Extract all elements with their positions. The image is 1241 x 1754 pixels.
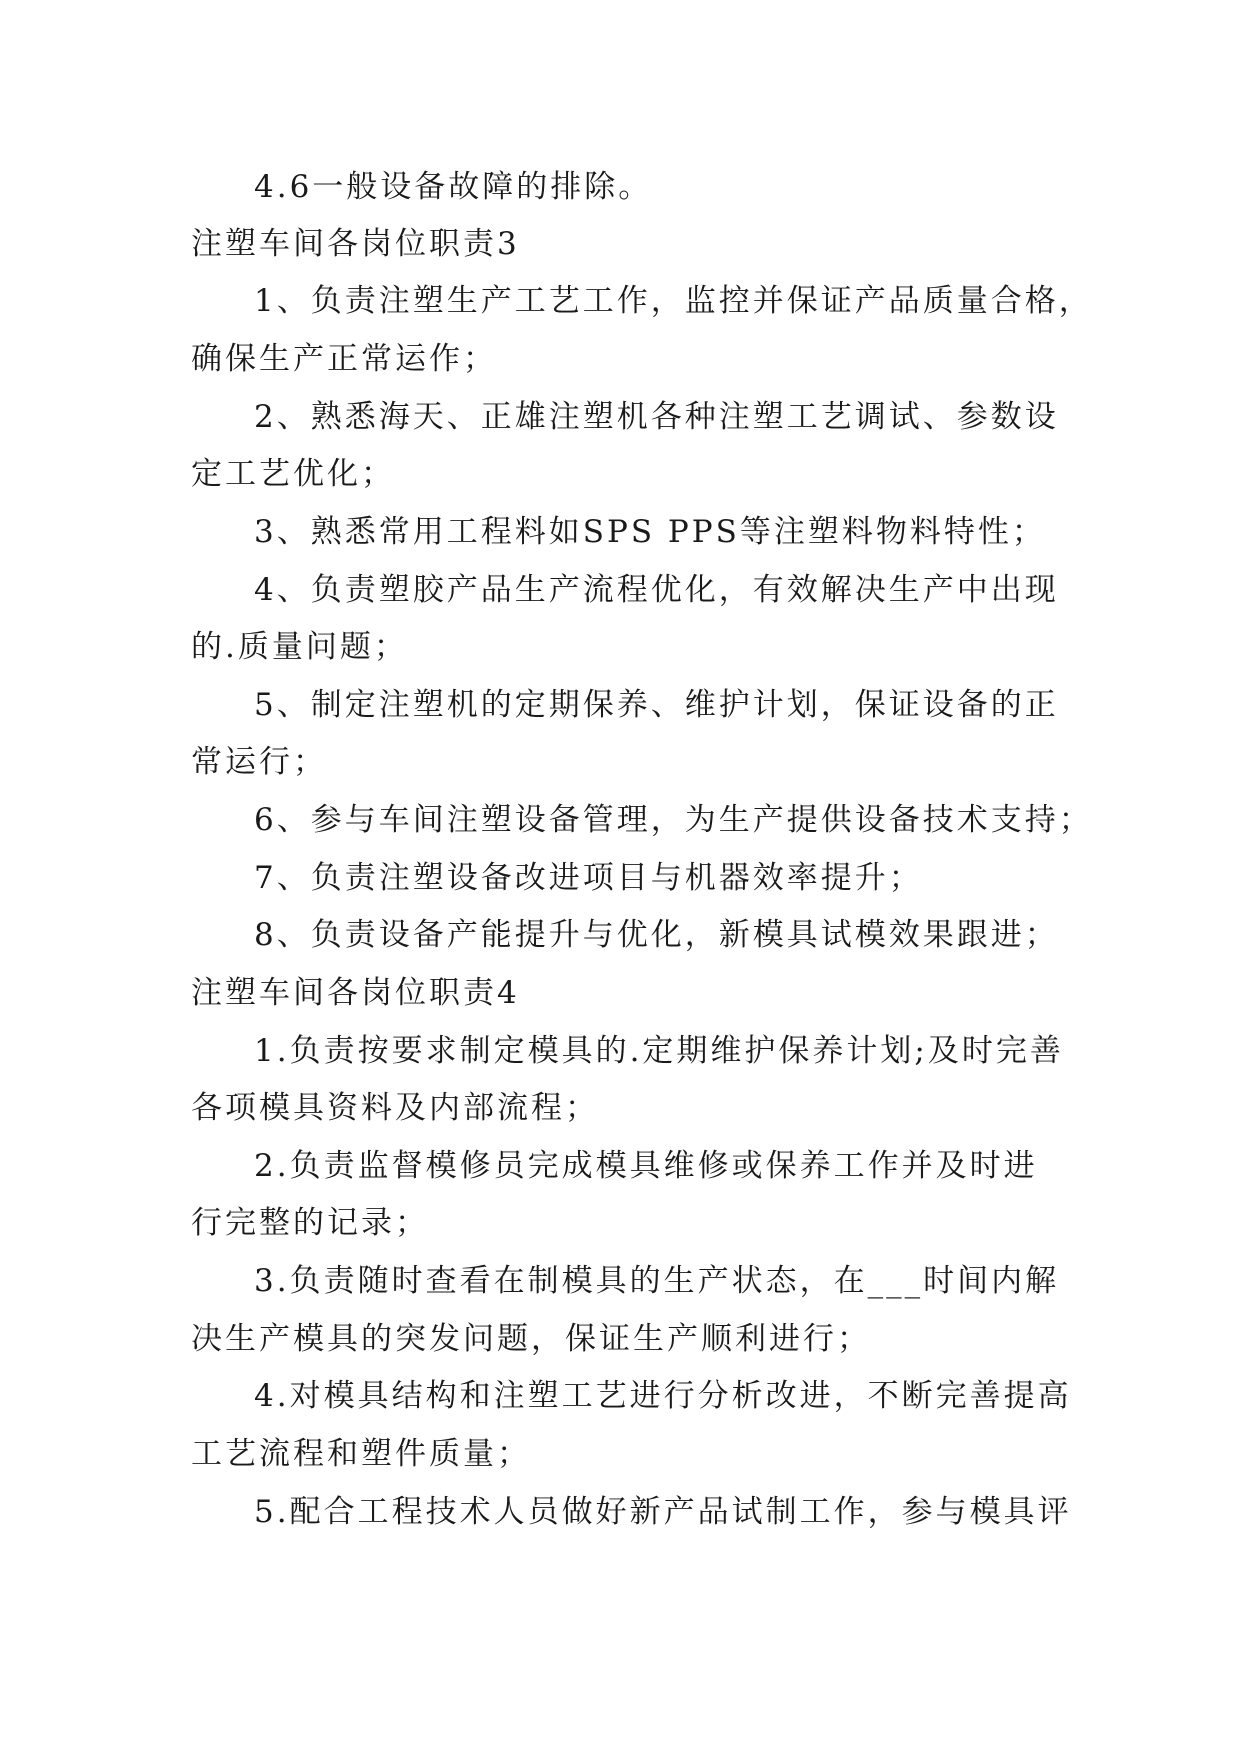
text-line: 行完整的记录； (191, 1205, 429, 1241)
text-line: 常运行； (191, 744, 327, 780)
text-line: 各项模具资料及内部流程； (191, 1090, 599, 1126)
section-heading: 注塑车间各岗位职责4 (191, 975, 520, 1011)
text-line: 2.负责监督模修员完成模具维修或保养工作并及时进 (254, 1148, 1038, 1184)
text-line: 3.负责随时查看在制模具的生产状态，在___时间内解 (254, 1263, 1060, 1299)
text-line: 8、负责设备产能提升与优化，新模具试模效果跟进； (254, 917, 1059, 953)
text-line: 2、熟悉海天、正雄注塑机各种注塑工艺调试、参数设 (254, 399, 1059, 435)
text-line: 1、负责注塑生产工艺工作，监控并保证产品质量合格， (254, 283, 1093, 319)
text-line: 定工艺优化； (191, 456, 395, 492)
text-line: 确保生产正常运作； (191, 341, 497, 377)
text-line: 工艺流程和塑件质量； (191, 1436, 531, 1472)
text-line: 6、参与车间注塑设备管理，为生产提供设备技术支持； (254, 802, 1093, 838)
text-line: 4.6一般设备故障的排除。 (254, 169, 653, 205)
text-line: 5、制定注塑机的定期保养、维护计划，保证设备的正 (254, 687, 1059, 723)
text-line: 1.负责按要求制定模具的.定期维护保养计划;及时完善 (254, 1033, 1064, 1069)
text-line: 3、熟悉常用工程料如SPS PPS等注塑料物料特性； (254, 514, 1046, 550)
section-heading: 注塑车间各岗位职责3 (191, 226, 520, 262)
text-line: 的.质量问题； (191, 629, 408, 665)
text-line: 7、负责注塑设备改进项目与机器效率提升； (254, 860, 923, 896)
text-line: 4.对模具结构和注塑工艺进行分析改进，不断完善提高 (254, 1378, 1072, 1414)
text-line: 4、负责塑胶产品生产流程优化，有效解决生产中出现 (254, 572, 1059, 608)
text-line: 5.配合工程技术人员做好新产品试制工作，参与模具评 (254, 1494, 1072, 1530)
text-line: 决生产模具的突发问题，保证生产顺利进行； (191, 1321, 871, 1357)
